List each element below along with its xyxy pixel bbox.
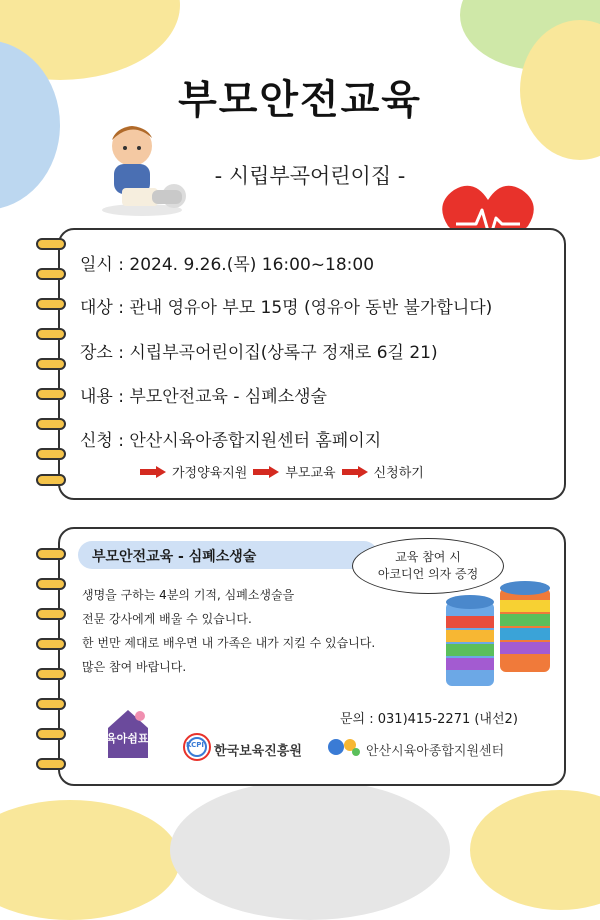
kcpi-abbrev: KCPI <box>186 741 204 749</box>
notebook-ring <box>36 298 66 310</box>
notebook-ring <box>36 548 66 560</box>
right-arrow-icon <box>253 466 279 478</box>
blob-bottom-right-yellow <box>470 790 600 910</box>
notebook-ring <box>36 668 66 680</box>
info-place: 장소 : 시립부곡어린이집(상록구 정재로 6길 21) <box>80 343 438 363</box>
notebook-ring <box>36 578 66 590</box>
detail-line-4: 많은 참여 바랍니다. <box>82 660 187 674</box>
notebook-ring <box>36 418 66 430</box>
contact-info: 문의 : 031)415-2271 (내선2) <box>340 712 518 727</box>
detail-banner-text: 부모안전교육 - 심폐소생술 <box>92 549 257 565</box>
notebook-ring <box>36 474 66 486</box>
info-content: 내용 : 부모안전교육 - 심폐소생술 <box>80 387 327 407</box>
notebook-ring <box>36 608 66 620</box>
notebook-ring <box>36 758 66 770</box>
path-step-1: 가정양육지원 <box>172 466 248 481</box>
path-step-3: 신청하기 <box>373 466 424 481</box>
notebook-ring <box>36 268 66 280</box>
path-step-2: 부모교육 <box>285 466 336 481</box>
info-target: 대상 : 관내 영유아 부모 15명 (영유아 동반 불가합니다) <box>80 298 493 318</box>
gift-bubble-line-2: 아코디언 의자 증정 <box>377 567 479 581</box>
right-arrow-icon <box>140 466 166 478</box>
notebook-ring <box>36 238 66 250</box>
detail-line-2: 전문 강사에게 배울 수 있습니다. <box>82 612 252 626</box>
page-title: 부모안전교육 <box>178 77 422 123</box>
child-cpr-illustration <box>92 118 192 218</box>
subtitle: - 시립부곡어린이집 - <box>214 164 406 188</box>
notebook-ring <box>36 388 66 400</box>
center-logo-icon <box>326 734 362 760</box>
info-date: 일시 : 2024. 9.26.(목) 16:00~18:00 <box>80 255 375 275</box>
notebook-ring <box>36 698 66 710</box>
accordion-stool-illustration <box>440 576 560 696</box>
notebook-ring <box>36 728 66 740</box>
blob-bottom-center-gray <box>170 780 450 920</box>
gift-bubble-line-1: 교육 참여 시 <box>395 550 461 564</box>
notebook-ring <box>36 328 66 340</box>
kcpi-name: 한국보육진흥원 <box>214 744 302 759</box>
blob-bottom-left-yellow <box>0 800 180 920</box>
yuka-logo-text: 육아쉼표 <box>106 732 149 745</box>
right-arrow-icon <box>342 466 368 478</box>
info-apply: 신청 : 안산시육아종합지원센터 홈페이지 <box>80 431 382 451</box>
apply-path <box>140 462 424 481</box>
detail-line-3: 한 번만 제대로 배우면 내 가족은 내가 지킬 수 있습니다. <box>82 636 376 650</box>
notebook-ring <box>36 638 66 650</box>
notebook-ring <box>36 448 66 460</box>
detail-line-1: 생명을 구하는 4분의 기적, 심폐소생술을 <box>82 588 295 602</box>
center-name: 안산시육아종합지원센터 <box>366 744 505 759</box>
notebook-ring <box>36 358 66 370</box>
